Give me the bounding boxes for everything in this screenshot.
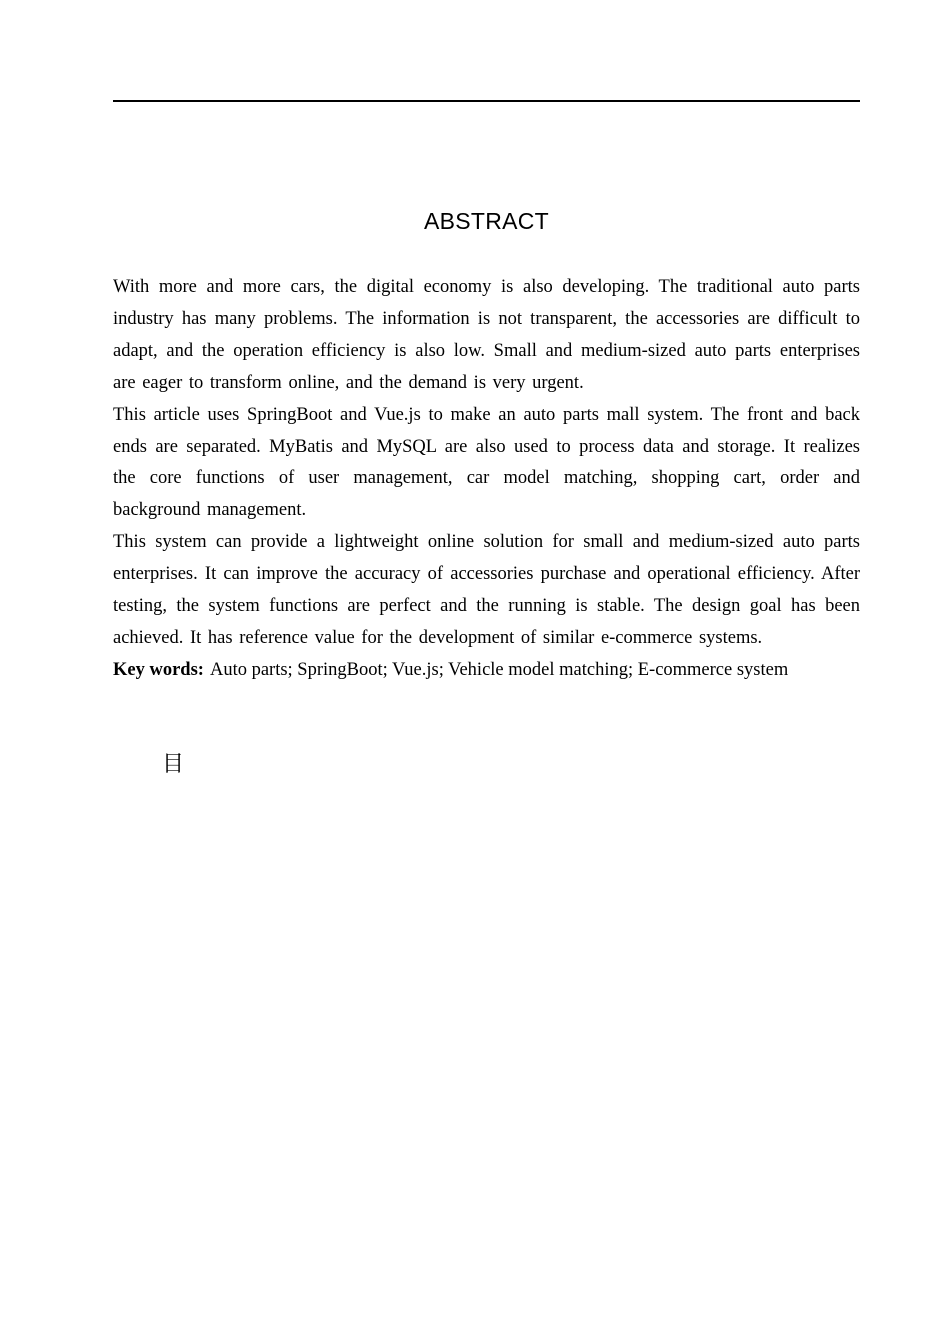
abstract-paragraph-2: This article uses SpringBoot and Vue.js to make an auto parts mall system. The front and back ends are separated. MyBatis and MySQL are also used to process data and storage. It realizes the core functions of user management, car model matching, shopping cart, order and background management. (113, 404, 860, 521)
keywords-text: Auto parts; SpringBoot; Vue.js; Vehicle model matching; E-commerce system (209, 659, 789, 680)
abstract-body (113, 272, 860, 687)
abstract-paragraph-1: With more and more cars, the digital economy is also developing. The traditional auto parts industry has many problems. The information is not transparent, the accessories are difficult to adapt, and the operation efficiency is also low. Small and medium-sized auto parts enterprises are eager to transform online, and the demand is very urgent. (113, 277, 860, 393)
abstract-paragraph-3: This system can provide a lightweight online solution for small and medium-sized auto parts enterprises. It can improve the accuracy of accessories purchase and operational efficiency. After testing, the system functions are perfect and the running is stable. The design goal has been achieved. It has reference value for the development of similar e-commerce systems. (113, 532, 860, 648)
abstract-title: ABSTRACT (423, 208, 550, 234)
header-rule (113, 100, 860, 102)
keywords-label: Key words: (113, 659, 204, 680)
keywords-line (113, 655, 860, 687)
toc-heading-glyph: 目 (162, 752, 185, 777)
